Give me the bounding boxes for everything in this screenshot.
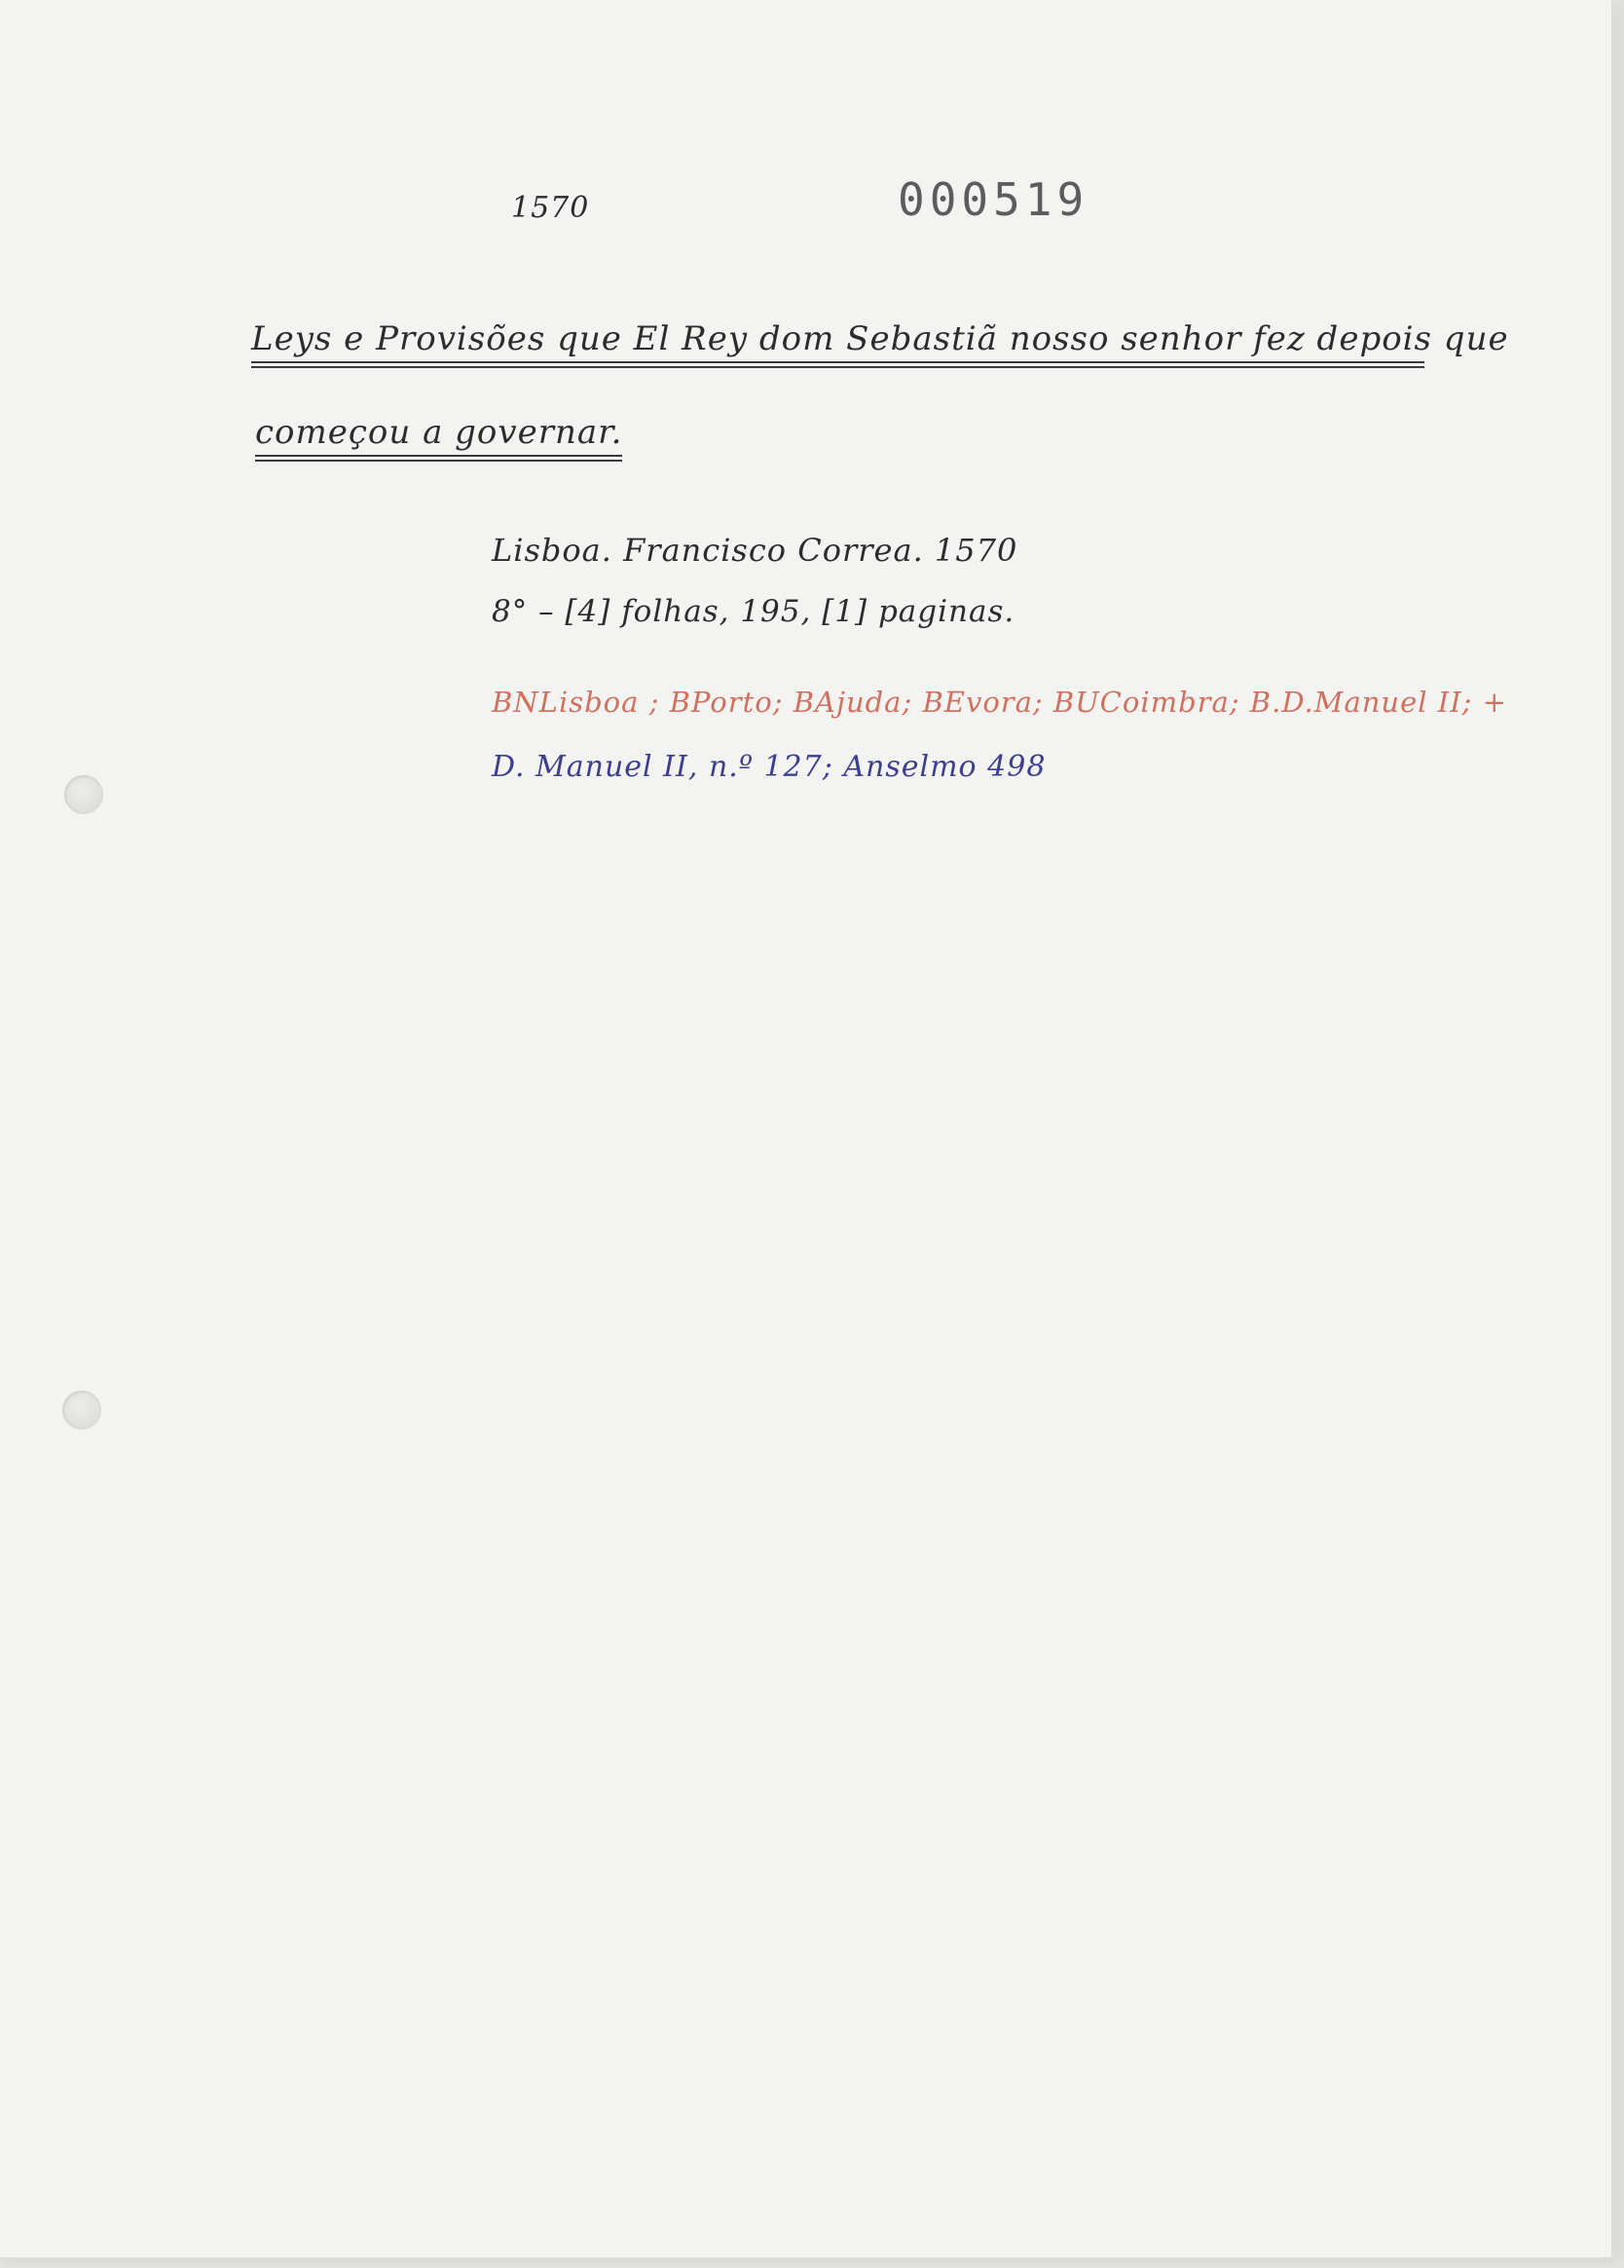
collation-line: 8° – [4] folhas, 195, [1] paginas. [492, 594, 1015, 629]
title-line-2-text: começou a governar. [255, 413, 622, 457]
title-line-2 [255, 413, 622, 457]
references-line: D. Manuel II, n.º 127; Anselmo 498 [492, 750, 1047, 784]
title-line-1 [251, 319, 1509, 363]
imprint-line: Lisboa. Francisco Correa. 1570 [492, 532, 1018, 569]
title-line-1-text: Leys e Provisões que El Rey dom Sebastiã nosso senhor fez depois que [251, 319, 1424, 363]
page-edge-right [1611, 0, 1624, 2268]
catalog-number-stamp: 000519 [898, 173, 1089, 226]
page-edge-bottom [0, 2257, 1624, 2268]
holdings-line: BNLisboa ; BPorto; BAjuda; BEvora; BUCoimbra; B.D.Manuel II; + [492, 686, 1507, 719]
punch-hole-upper [64, 775, 103, 814]
year-note: 1570 [511, 191, 590, 225]
punch-hole-lower [62, 1391, 101, 1430]
